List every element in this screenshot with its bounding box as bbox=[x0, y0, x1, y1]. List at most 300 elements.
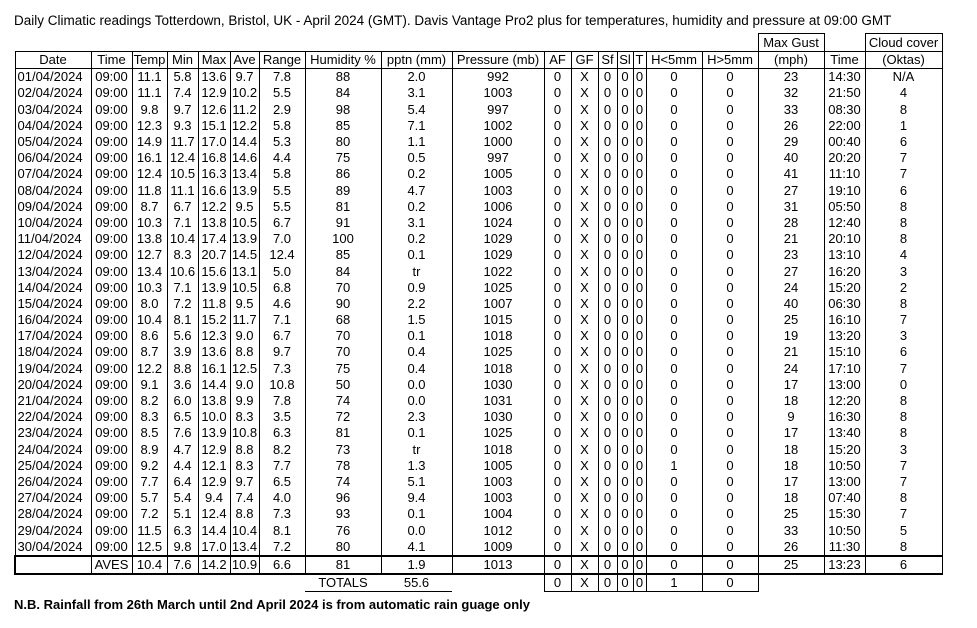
table-cell: 0 bbox=[633, 458, 646, 474]
average-cell: 0 bbox=[702, 556, 758, 574]
table-cell: 12.2 bbox=[198, 199, 230, 215]
table-row bbox=[15, 85, 942, 101]
table-cell: 09:00 bbox=[91, 118, 132, 134]
table-cell: 0 bbox=[702, 312, 758, 328]
table-cell: 5.8 bbox=[167, 69, 198, 86]
table-cell: 0.5 bbox=[381, 150, 452, 166]
table-cell: 6.5 bbox=[167, 409, 198, 425]
table-cell: 8 bbox=[865, 296, 942, 312]
table-cell: 8 bbox=[865, 425, 942, 441]
table-cell: 98 bbox=[305, 102, 381, 118]
averages-row bbox=[15, 556, 942, 574]
table-cell: 2 bbox=[865, 280, 942, 296]
table-cell: 4.4 bbox=[167, 458, 198, 474]
table-cell: 1.3 bbox=[381, 458, 452, 474]
table-row bbox=[15, 263, 942, 279]
column-header: H>5mm bbox=[702, 52, 758, 69]
table-cell: 9.8 bbox=[167, 539, 198, 556]
table-cell: 0.0 bbox=[381, 377, 452, 393]
table-cell: 0 bbox=[544, 166, 571, 182]
date-cell: 28/04/2024 bbox=[15, 506, 91, 522]
date-cell: 03/04/2024 bbox=[15, 102, 91, 118]
table-cell: 0 bbox=[646, 490, 702, 506]
table-cell: 0 bbox=[702, 474, 758, 490]
table-cell: 11.8 bbox=[132, 183, 167, 199]
table-cell: 0 bbox=[646, 102, 702, 118]
table-cell: 0 bbox=[617, 166, 633, 182]
table-cell: 12.4 bbox=[167, 150, 198, 166]
table-cell: 3.5 bbox=[259, 409, 305, 425]
date-cell: 20/04/2024 bbox=[15, 377, 91, 393]
table-cell: 16:30 bbox=[824, 409, 865, 425]
table-cell: 6.3 bbox=[259, 425, 305, 441]
table-cell: 0.1 bbox=[381, 506, 452, 522]
table-cell: 0 bbox=[617, 328, 633, 344]
table-cell: N/A bbox=[865, 69, 942, 86]
table-cell: 74 bbox=[305, 393, 381, 409]
table-cell: 0 bbox=[598, 458, 617, 474]
table-cell: 0 bbox=[646, 328, 702, 344]
table-cell: 1.5 bbox=[381, 312, 452, 328]
table-cell: 0.2 bbox=[381, 166, 452, 182]
date-cell: 05/04/2024 bbox=[15, 134, 91, 150]
table-cell: 0 bbox=[646, 377, 702, 393]
table-cell: 09:00 bbox=[91, 280, 132, 296]
table-cell: 23 bbox=[758, 69, 824, 86]
table-cell: 3 bbox=[865, 442, 942, 458]
date-cell: 22/04/2024 bbox=[15, 409, 91, 425]
table-cell: 0 bbox=[646, 474, 702, 490]
table-body bbox=[15, 34, 942, 592]
totals-spacer bbox=[452, 574, 544, 592]
table-cell: 21 bbox=[758, 344, 824, 360]
table-cell: 1029 bbox=[452, 231, 544, 247]
table-cell: X bbox=[571, 442, 598, 458]
table-cell: 1031 bbox=[452, 393, 544, 409]
date-cell: 27/04/2024 bbox=[15, 490, 91, 506]
table-cell: 0 bbox=[702, 522, 758, 538]
table-cell: 0 bbox=[702, 490, 758, 506]
table-cell: 13.9 bbox=[198, 280, 230, 296]
table-cell: 8 bbox=[865, 490, 942, 506]
table-cell: 1003 bbox=[452, 183, 544, 199]
column-header: GF bbox=[571, 52, 598, 69]
table-cell: 12.1 bbox=[198, 458, 230, 474]
table-cell: 17:10 bbox=[824, 361, 865, 377]
table-cell: 09:00 bbox=[91, 69, 132, 86]
table-cell: 4.6 bbox=[259, 296, 305, 312]
table-cell: 05:50 bbox=[824, 199, 865, 215]
table-cell: 0 bbox=[617, 102, 633, 118]
table-cell: 1003 bbox=[452, 490, 544, 506]
table-cell: 11:10 bbox=[824, 166, 865, 182]
table-cell: 0 bbox=[646, 69, 702, 86]
date-cell: 25/04/2024 bbox=[15, 458, 91, 474]
table-cell: 0 bbox=[633, 69, 646, 86]
table-cell: 0 bbox=[702, 150, 758, 166]
date-cell: 07/04/2024 bbox=[15, 166, 91, 182]
table-cell: 09:00 bbox=[91, 361, 132, 377]
table-cell: 13:20 bbox=[824, 328, 865, 344]
table-cell: 12.3 bbox=[132, 118, 167, 134]
table-cell: 7.4 bbox=[230, 490, 259, 506]
date-cell: 23/04/2024 bbox=[15, 425, 91, 441]
table-cell: X bbox=[571, 69, 598, 86]
table-cell: 0 bbox=[646, 231, 702, 247]
total-flag-cell: 0 bbox=[598, 574, 617, 592]
table-cell: 997 bbox=[452, 102, 544, 118]
table-cell: 0 bbox=[633, 344, 646, 360]
table-cell: 6.0 bbox=[167, 393, 198, 409]
table-cell: 5.4 bbox=[381, 102, 452, 118]
table-cell: 24 bbox=[758, 280, 824, 296]
table-cell: 0 bbox=[702, 85, 758, 101]
table-cell: 0 bbox=[633, 118, 646, 134]
table-cell: 8.1 bbox=[167, 312, 198, 328]
average-cell: 25 bbox=[758, 556, 824, 574]
table-cell: 13.8 bbox=[198, 215, 230, 231]
table-cell: 0 bbox=[702, 539, 758, 556]
table-cell: 10.3 bbox=[132, 280, 167, 296]
table-cell: 0 bbox=[646, 442, 702, 458]
average-cell: 0 bbox=[544, 556, 571, 574]
table-cell: 0.0 bbox=[381, 522, 452, 538]
table-cell: 75 bbox=[305, 361, 381, 377]
table-cell: X bbox=[571, 247, 598, 263]
column-header: Humidity % bbox=[305, 52, 381, 69]
table-cell: 72 bbox=[305, 409, 381, 425]
table-cell: 09:00 bbox=[91, 166, 132, 182]
table-cell: 0 bbox=[702, 458, 758, 474]
table-cell: 09:00 bbox=[91, 102, 132, 118]
date-cell: 14/04/2024 bbox=[15, 280, 91, 296]
table-cell: 0 bbox=[544, 361, 571, 377]
table-row bbox=[15, 183, 942, 199]
table-cell: 0 bbox=[544, 102, 571, 118]
total-flag-cell: 0 bbox=[702, 574, 758, 592]
table-cell: 0 bbox=[598, 199, 617, 215]
total-pptn-cell: 55.6 bbox=[381, 574, 452, 592]
table-cell: 9.4 bbox=[381, 490, 452, 506]
table-cell: 0 bbox=[646, 522, 702, 538]
table-cell: 0 bbox=[633, 166, 646, 182]
table-row bbox=[15, 442, 942, 458]
table-cell: 12.5 bbox=[231, 360, 258, 376]
table-cell: 0 bbox=[598, 377, 617, 393]
table-cell: 8.5 bbox=[132, 425, 167, 441]
table-row bbox=[15, 409, 942, 425]
table-cell: 09:00 bbox=[91, 263, 132, 279]
table-cell: 26 bbox=[758, 539, 824, 556]
table-cell: 0 bbox=[598, 150, 617, 166]
table-cell: 12.9 bbox=[198, 85, 230, 101]
table-cell: 16:10 bbox=[824, 312, 865, 328]
table-cell: 1022 bbox=[452, 263, 544, 279]
table-cell: 0 bbox=[544, 69, 571, 86]
table-cell: 9.7 bbox=[230, 69, 259, 86]
table-cell: 80 bbox=[305, 539, 381, 556]
table-cell: 0 bbox=[633, 150, 646, 166]
table-cell: X bbox=[571, 539, 598, 556]
table-cell: 0 bbox=[633, 506, 646, 522]
table-cell: 0 bbox=[617, 393, 633, 409]
table-cell: 0 bbox=[598, 409, 617, 425]
table-cell: 0 bbox=[598, 312, 617, 328]
date-cell: 15/04/2024 bbox=[15, 296, 91, 312]
table-cell: 0 bbox=[544, 522, 571, 538]
table-cell: 91 bbox=[305, 215, 381, 231]
table-cell: 6.4 bbox=[167, 474, 198, 490]
table-cell: 0.2 bbox=[381, 231, 452, 247]
table-cell: 9 bbox=[758, 409, 824, 425]
table-cell: 17 bbox=[758, 377, 824, 393]
table-cell: 0 bbox=[633, 442, 646, 458]
table-cell: 89 bbox=[305, 183, 381, 199]
table-cell: 4.4 bbox=[259, 150, 305, 166]
date-cell: 09/04/2024 bbox=[15, 199, 91, 215]
table-cell: 7.0 bbox=[259, 231, 305, 247]
table-cell: 7.1 bbox=[167, 280, 198, 296]
table-cell: 0 bbox=[544, 263, 571, 279]
average-cell: 1013 bbox=[452, 556, 544, 574]
table-row bbox=[15, 280, 942, 296]
table-cell: 8.3 bbox=[132, 409, 167, 425]
table-cell: 7.4 bbox=[167, 85, 198, 101]
average-cell: 1.9 bbox=[381, 556, 452, 574]
table-cell: 1004 bbox=[452, 506, 544, 522]
table-row bbox=[15, 199, 942, 215]
table-row bbox=[15, 539, 942, 556]
table-cell: 8 bbox=[865, 393, 942, 409]
table-cell: 7 bbox=[865, 458, 942, 474]
table-cell: 0 bbox=[617, 458, 633, 474]
column-header: Time bbox=[824, 52, 865, 69]
table-cell: X bbox=[571, 280, 598, 296]
table-cell: 1003 bbox=[452, 85, 544, 101]
table-cell: 1006 bbox=[452, 199, 544, 215]
table-cell: 8.9 bbox=[132, 442, 167, 458]
table-cell: 2.3 bbox=[381, 409, 452, 425]
table-cell: 0 bbox=[646, 393, 702, 409]
table-cell: 11.5 bbox=[132, 522, 167, 538]
table-cell: 0 bbox=[646, 312, 702, 328]
table-cell: 21:50 bbox=[824, 85, 865, 101]
table-cell: 11.2 bbox=[230, 102, 259, 118]
table-cell: 7 bbox=[865, 361, 942, 377]
column-header: Pressure (mb) bbox=[452, 52, 544, 69]
table-cell: 0 bbox=[646, 425, 702, 441]
table-cell: 8.8 bbox=[230, 506, 259, 522]
table-cell: 21 bbox=[758, 231, 824, 247]
table-cell: 0 bbox=[598, 118, 617, 134]
table-cell: 12.2 bbox=[132, 361, 167, 377]
total-flag-cell: X bbox=[571, 574, 598, 592]
table-cell: X bbox=[571, 312, 598, 328]
table-cell: 0 bbox=[633, 102, 646, 118]
table-cell: 7.1 bbox=[167, 215, 198, 231]
table-cell: 6.8 bbox=[259, 280, 305, 296]
table-cell: 12.4 bbox=[198, 506, 230, 522]
table-cell: 15:20 bbox=[824, 442, 865, 458]
totals-spacer bbox=[15, 574, 305, 592]
average-cell: 14.2 bbox=[198, 556, 230, 574]
table-cell: 23 bbox=[758, 247, 824, 263]
average-cell: 13:23 bbox=[824, 556, 865, 574]
table-cell: 0 bbox=[617, 490, 633, 506]
table-cell: X bbox=[571, 134, 598, 150]
table-cell: 0 bbox=[646, 409, 702, 425]
table-cell: 0 bbox=[598, 328, 617, 344]
table-cell: 0 bbox=[617, 506, 633, 522]
table-cell: 0 bbox=[617, 69, 633, 86]
table-cell: 0 bbox=[544, 539, 571, 556]
table-cell: X bbox=[571, 85, 598, 101]
table-cell: 9.0 bbox=[230, 328, 259, 344]
table-cell: 9.0 bbox=[230, 377, 259, 393]
table-cell: 13:00 bbox=[824, 377, 865, 393]
table-cell: 8.3 bbox=[230, 458, 259, 474]
table-cell: 16.1 bbox=[132, 150, 167, 166]
table-cell: 5 bbox=[865, 522, 942, 538]
table-cell: 12:40 bbox=[824, 215, 865, 231]
table-cell: 0 bbox=[544, 458, 571, 474]
table-cell: 0 bbox=[544, 85, 571, 101]
table-cell: 7 bbox=[865, 312, 942, 328]
table-cell: 0 bbox=[598, 490, 617, 506]
table-cell: X bbox=[571, 377, 598, 393]
table-cell: 10.5 bbox=[231, 279, 258, 295]
rainfall-note: N.B. Rainfall from 26th March until 2nd April 2024 is from automatic rain guage only bbox=[14, 597, 531, 612]
table-cell: 7.3 bbox=[259, 361, 305, 377]
date-cell: 04/04/2024 bbox=[15, 118, 91, 134]
table-cell: 09:00 bbox=[91, 199, 132, 215]
table-cell: 14.6 bbox=[231, 150, 258, 166]
table-cell: 14:30 bbox=[824, 69, 865, 86]
table-cell: 12.9 bbox=[198, 474, 230, 490]
table-cell: 11.7 bbox=[230, 312, 259, 328]
table-cell: 0 bbox=[646, 539, 702, 556]
table-cell: 41 bbox=[758, 166, 824, 182]
column-header: Temp bbox=[133, 52, 166, 68]
table-cell: 70 bbox=[305, 344, 381, 360]
table-cell: 0 bbox=[633, 296, 646, 312]
column-header: (Oktas) bbox=[865, 52, 942, 69]
table-cell: 0.4 bbox=[381, 344, 452, 360]
table-cell: 0 bbox=[598, 263, 617, 279]
table-cell: 0 bbox=[646, 247, 702, 263]
table-cell: 24 bbox=[758, 361, 824, 377]
table-cell: 10.0 bbox=[198, 409, 230, 425]
table-cell: 78 bbox=[305, 458, 381, 474]
table-cell: 5.3 bbox=[259, 134, 305, 150]
table-cell: 0 bbox=[702, 280, 758, 296]
totals-label: TOTALS bbox=[305, 574, 381, 592]
table-cell: 0 bbox=[702, 328, 758, 344]
average-cell: 0 bbox=[598, 556, 617, 574]
average-cell bbox=[15, 556, 91, 574]
table-cell: 11.8 bbox=[198, 296, 230, 312]
table-cell: 1018 bbox=[452, 328, 544, 344]
table-cell: 997 bbox=[452, 150, 544, 166]
table-row bbox=[15, 393, 942, 409]
table-cell: 0 bbox=[646, 183, 702, 199]
table-cell: 0 bbox=[633, 409, 646, 425]
table-cell: 0 bbox=[702, 377, 758, 393]
average-cell: 6.6 bbox=[259, 556, 305, 574]
table-cell: 5.0 bbox=[259, 263, 305, 279]
table-cell: 09:00 bbox=[91, 458, 132, 474]
table-cell: 0 bbox=[702, 506, 758, 522]
table-cell: 0 bbox=[633, 183, 646, 199]
table-cell: 0 bbox=[544, 150, 571, 166]
table-cell: 0 bbox=[544, 215, 571, 231]
table-cell: 09:00 bbox=[91, 539, 132, 556]
table-cell: 32 bbox=[758, 85, 824, 101]
table-cell: 8.2 bbox=[259, 442, 305, 458]
table-cell: 7.2 bbox=[259, 539, 305, 556]
table-cell: 2.0 bbox=[381, 69, 452, 86]
column-header: pptn (mm) bbox=[381, 52, 452, 69]
table-cell: 0 bbox=[544, 393, 571, 409]
average-cell: 10.4 bbox=[132, 556, 167, 574]
table-cell: 0.4 bbox=[381, 361, 452, 377]
table-cell: 1025 bbox=[452, 425, 544, 441]
table-cell: 0 bbox=[617, 183, 633, 199]
table-cell: 8.3 bbox=[230, 409, 259, 425]
table-cell: 10.5 bbox=[231, 214, 258, 230]
table-cell: 13.4 bbox=[230, 539, 259, 556]
table-cell: 0 bbox=[598, 296, 617, 312]
table-cell: 0 bbox=[598, 102, 617, 118]
table-cell: 0 bbox=[702, 361, 758, 377]
table-cell: 15.2 bbox=[198, 312, 230, 328]
table-cell: 27 bbox=[758, 263, 824, 279]
table-cell: X bbox=[571, 183, 598, 199]
table-cell: 8 bbox=[865, 199, 942, 215]
table-cell: 16.1 bbox=[198, 361, 230, 377]
table-cell: 0 bbox=[646, 296, 702, 312]
table-cell: X bbox=[571, 166, 598, 182]
table-cell: 9.1 bbox=[132, 377, 167, 393]
table-cell: 74 bbox=[305, 474, 381, 490]
table-cell: 4 bbox=[865, 247, 942, 263]
table-cell: 0 bbox=[617, 296, 633, 312]
table-cell: 0 bbox=[633, 280, 646, 296]
average-cell: 7.6 bbox=[167, 556, 198, 574]
table-row bbox=[15, 361, 942, 377]
table-cell: 0 bbox=[633, 199, 646, 215]
table-cell: 5.4 bbox=[167, 490, 198, 506]
table-cell: 0 bbox=[702, 247, 758, 263]
table-cell: 8.6 bbox=[132, 328, 167, 344]
table-cell: 7.8 bbox=[259, 393, 305, 409]
date-cell: 08/04/2024 bbox=[15, 183, 91, 199]
table-cell: 12.4 bbox=[259, 247, 305, 263]
table-cell: 75 bbox=[305, 150, 381, 166]
table-cell: 8.8 bbox=[230, 442, 259, 458]
table-cell: 1005 bbox=[452, 166, 544, 182]
table-cell: 13.8 bbox=[198, 393, 230, 409]
table-cell: 0 bbox=[598, 215, 617, 231]
table-cell: 12.3 bbox=[198, 328, 230, 344]
table-cell: 5.6 bbox=[167, 328, 198, 344]
table-cell: 33 bbox=[758, 522, 824, 538]
table-cell: X bbox=[571, 458, 598, 474]
date-cell: 13/04/2024 bbox=[15, 263, 91, 279]
table-cell: 0 bbox=[702, 231, 758, 247]
table-cell: 09:00 bbox=[91, 134, 132, 150]
totals-row bbox=[15, 574, 942, 592]
